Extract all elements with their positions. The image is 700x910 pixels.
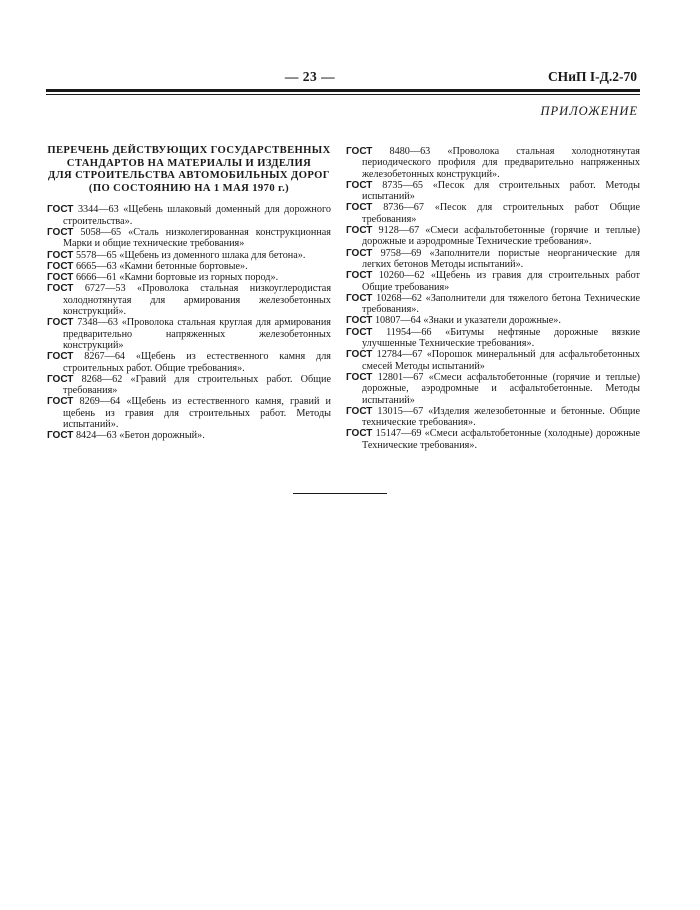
gost-prefix: ГОСТ	[47, 260, 74, 272]
standard-entry	[346, 293, 640, 316]
gost-prefix: ГОСТ	[47, 351, 74, 363]
gost-prefix: ГОСТ	[346, 371, 373, 383]
entry-text: 8735—65 «Песок для строительных работ. Методы испытаний»	[362, 179, 640, 203]
document-code: СНиП I-Д.2-70	[547, 69, 637, 84]
header-rule-thin	[46, 94, 640, 95]
standard-entry	[346, 202, 640, 225]
entry-text: 8268—62 «Гравий для строительных работ. Общие требования»	[63, 373, 331, 397]
gost-prefix: ГОСТ	[47, 283, 74, 295]
entry-text: 7348—63 «Проволока стальная круглая для армирования предварительно напряженных железобетонных конструкций»	[63, 317, 331, 351]
standard-entry	[346, 315, 640, 326]
entry-text: 11954—66 «Битумы нефтяные дорожные вязкие улучшенные Технические требования».	[362, 326, 641, 350]
title-line-1: ПЕРЕЧЕНЬ ДЕЙСТВУЮЩИХ ГОСУДАРСТВЕННЫХ	[47, 145, 331, 156]
standard-entry	[346, 270, 640, 293]
gost-prefix: ГОСТ	[346, 247, 373, 259]
entry-text: 6665—63 «Камни бетонные бортовые».	[75, 260, 248, 272]
title-line-3: ДЛЯ СТРОИТЕЛЬСТВА АВТОМОБИЛЬНЫХ ДОРОГ	[48, 170, 330, 182]
gost-prefix: ГОСТ	[47, 249, 74, 261]
gost-prefix: ГОСТ	[47, 317, 74, 329]
standard-entry	[346, 146, 640, 180]
appendix-label: ПРИЛОЖЕНИЕ	[540, 104, 638, 118]
gost-prefix: ГОСТ	[47, 272, 74, 284]
entry-text: 3344—63 «Щебень шлаковый доменный для дорожного строительства».	[63, 204, 331, 227]
right-standards-list	[346, 146, 640, 451]
standard-entry	[47, 204, 331, 227]
title-line-2: СТАНДАРТОВ НА МАТЕРИАЛЫ И ИЗДЕЛИЯ	[66, 157, 312, 169]
entry-text: 9758—69 «Заполнители пористые неорганические для легких бетонов Методы испытаний».	[362, 247, 640, 270]
standard-entry	[346, 428, 640, 451]
standard-entry	[346, 180, 640, 203]
entry-text: 10268—62 «Заполнители для тяжелого бетона Технические требования».	[362, 292, 641, 316]
gost-prefix: ГОСТ	[47, 396, 74, 408]
standard-entry	[346, 349, 640, 372]
title-line-4: (ПО СОСТОЯНИЮ НА 1 МАЯ 1970 г.)	[88, 182, 290, 194]
gost-prefix: ГОСТ	[47, 204, 74, 216]
gost-prefix: ГОСТ	[346, 146, 373, 157]
entry-text: 8269—64 «Щебень из естественного камня, гравий и щебень из гравия для строительных работ. Методы испытаний».	[63, 396, 332, 431]
gost-prefix: ГОСТ	[346, 270, 373, 282]
standard-entry	[47, 351, 331, 374]
entry-text: 12784—67 «Порошок минеральный для асфальтобетонных смесей Методы испытаний»	[362, 349, 640, 372]
standard-entry	[346, 406, 640, 429]
page-number: — 23 —	[284, 69, 336, 84]
entry-text: 9128—67 «Смеси асфальтобетонные (горячие и теплые) дорожные и аэродромные Технические требования».	[362, 225, 640, 248]
standard-entry	[47, 227, 331, 250]
standard-entry	[47, 250, 331, 261]
standard-entry	[47, 261, 331, 272]
entry-text: 13015—67 «Изделия железобетонные и бетонные. Общие технические требования».	[362, 405, 641, 429]
gost-prefix: ГОСТ	[346, 225, 373, 237]
standard-entry	[47, 430, 331, 441]
standard-entry	[47, 396, 331, 430]
standard-entry	[47, 317, 331, 351]
header-rule-thick	[46, 89, 640, 92]
entry-text: 8267—64 «Щебень из естественного камня для строительных работ. Общие требования».	[63, 351, 331, 374]
entry-text: 8424—63 «Бетон дорожный».	[75, 430, 205, 442]
entry-text: 6727—53 «Проволока стальная низкоуглеродистая холоднотянутая для армирования железобетонных конструкций».	[63, 283, 331, 318]
right-column	[346, 146, 640, 451]
entry-text: 5058—65 «Сталь низколегированная конструкционная Марки и общие технические требования»	[63, 226, 331, 250]
left-column	[47, 145, 331, 442]
standard-entry	[346, 327, 640, 350]
gost-prefix: ГОСТ	[47, 373, 74, 385]
standard-entry	[346, 248, 640, 271]
gost-prefix: ГОСТ	[346, 349, 373, 361]
entry-text: 6666—61 «Камни бортовые из горных пород».	[75, 272, 279, 284]
entry-text: 10260—62 «Щебень из гравия для строительных работ Общие требования»	[362, 270, 640, 293]
entry-text: 8480—63 «Проволока стальная холоднотянутая периодического профиля для предварительно напряженных железобетонных конструкций».	[362, 146, 640, 180]
end-rule	[293, 493, 387, 494]
gost-prefix: ГОСТ	[346, 326, 373, 338]
gost-prefix: ГОСТ	[346, 202, 373, 214]
entry-text: 15147—69 «Смеси асфальтобетонные (холодные) дорожные Технические требования».	[362, 428, 641, 451]
gost-prefix: ГОСТ	[346, 405, 373, 417]
standard-entry	[346, 225, 640, 248]
left-standards-list	[47, 204, 331, 441]
entry-text: 10807—64 «Знаки и указатели дорожные».	[374, 315, 561, 327]
gost-prefix: ГОСТ	[346, 428, 373, 440]
standard-entry	[346, 372, 640, 406]
list-title	[47, 145, 331, 195]
gost-prefix: ГОСТ	[47, 226, 74, 238]
standard-entry	[47, 374, 331, 397]
gost-prefix: ГОСТ	[346, 315, 373, 327]
entry-text: 5578—65 «Щебень из доменного шлака для бетона».	[75, 249, 306, 261]
standard-entry	[47, 272, 331, 283]
standard-entry	[47, 283, 331, 317]
entry-text: 8736—67 «Песок для строительных работ Общие требования»	[362, 202, 640, 225]
entry-text: 12801—67 «Смеси асфальтобетонные (горячие и теплые) дорожные, аэродромные и асфальтобетонные. Методы испытаний»	[362, 371, 641, 406]
gost-prefix: ГОСТ	[346, 292, 373, 304]
gost-prefix: ГОСТ	[346, 179, 373, 191]
gost-prefix: ГОСТ	[47, 430, 74, 442]
